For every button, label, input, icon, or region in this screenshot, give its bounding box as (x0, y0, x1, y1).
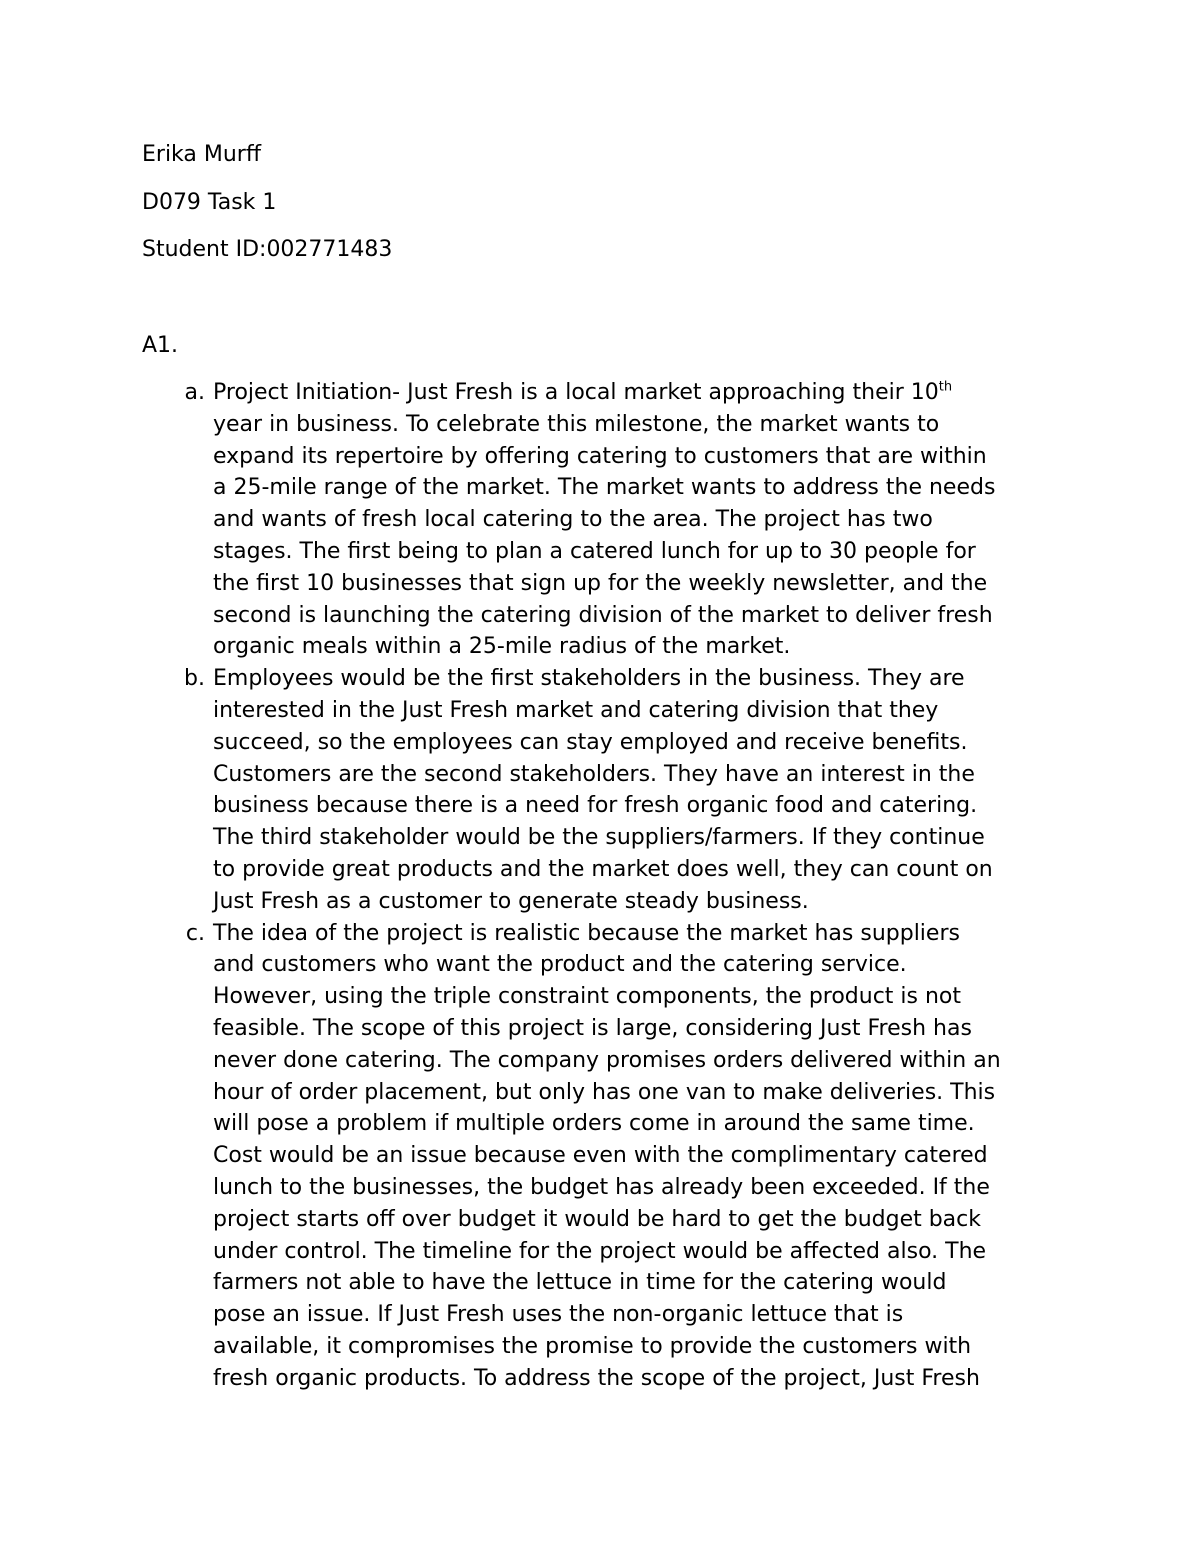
text-line: expand its repertoire by offering catering to customers that are within (213, 443, 987, 469)
text-line: will pose a problem if multiple orders come in around the same time. (213, 1111, 975, 1137)
list-item-a (0, 377, 1200, 663)
text-line: and customers who want the product and the catering service. (213, 952, 907, 978)
ordinal-superscript: th (938, 379, 953, 395)
text-line: business because there is a need for fresh organic food and catering. (213, 793, 978, 819)
text-line: stages. The first being to plan a catered lunch for up to 30 people for (213, 538, 976, 564)
text-line: feasible. The scope of this project is large, considering Just Fresh has (213, 1015, 972, 1041)
list-item-text (213, 663, 1063, 917)
text-line-prefix: Project Initiation- Just Fresh is a local market approaching their 10 (213, 380, 939, 405)
answer-list (0, 377, 1200, 1395)
text-line: to provide great products and the market does well, they can count on (213, 856, 993, 882)
text-line: a 25-mile range of the market. The market wants to address the needs (213, 475, 996, 501)
list-item-b (0, 663, 1200, 917)
text-line: the first 10 businesses that sign up for the weekly newsletter, and the (213, 570, 988, 596)
text-line: organic meals within a 25-mile radius of the market. (213, 634, 791, 660)
list-item-text (213, 918, 1063, 1395)
text-line: and wants of fresh local catering to the area. The project has two (213, 507, 933, 533)
text-line: Employees would be the first stakeholders in the business. They are (213, 666, 965, 692)
list-item-text (213, 377, 1063, 663)
text-line: year in business. To celebrate this milestone, the market wants to (213, 411, 940, 437)
text-line: under control. The timeline for the project would be affected also. The (213, 1238, 987, 1264)
text-line: second is launching the catering division of the market to deliver fresh (213, 602, 993, 628)
text-line: interested in the Just Fresh market and catering division that they (213, 697, 939, 723)
student-id: Student ID:002771483 (142, 237, 393, 262)
text-line: never done catering. The company promises orders delivered within an (213, 1047, 1001, 1073)
text-line: lunch to the businesses, the budget has already been exceeded. If the (213, 1174, 990, 1200)
text-line: However, using the triple constraint components, the product is not (213, 984, 962, 1010)
text-line: The idea of the project is realistic because the market has suppliers (213, 920, 960, 946)
list-marker: b. (184, 666, 205, 692)
author-name: Erika Murff (142, 142, 262, 167)
text-line (213, 377, 1063, 409)
section-heading: A1. (142, 333, 179, 358)
course-task: D079 Task 1 (142, 190, 277, 215)
text-line: available, it compromises the promise to provide the customers with (213, 1333, 972, 1359)
text-line: hour of order placement, but only has one van to make deliveries. This (213, 1079, 996, 1105)
text-line: farmers not able to have the lettuce in time for the catering would (213, 1270, 947, 1296)
text-line: Cost would be an issue because even with the complimentary catered (213, 1143, 988, 1169)
text-line: Just Fresh as a customer to generate steady business. (213, 888, 809, 914)
list-item-c (0, 918, 1200, 1395)
text-line: succeed, so the employees can stay employed and receive benefits. (213, 729, 968, 755)
text-line: The third stakeholder would be the suppliers/farmers. If they continue (213, 825, 985, 851)
text-line: Customers are the second stakeholders. They have an interest in the (213, 761, 975, 787)
text-line: project starts off over budget it would be hard to get the budget back (213, 1206, 982, 1232)
text-line: fresh organic products. To address the scope of the project, Just Fresh (213, 1365, 980, 1391)
list-marker: c. (185, 920, 205, 946)
list-marker: a. (184, 380, 205, 405)
text-line: pose an issue. If Just Fresh uses the non-organic lettuce that is (213, 1302, 904, 1328)
